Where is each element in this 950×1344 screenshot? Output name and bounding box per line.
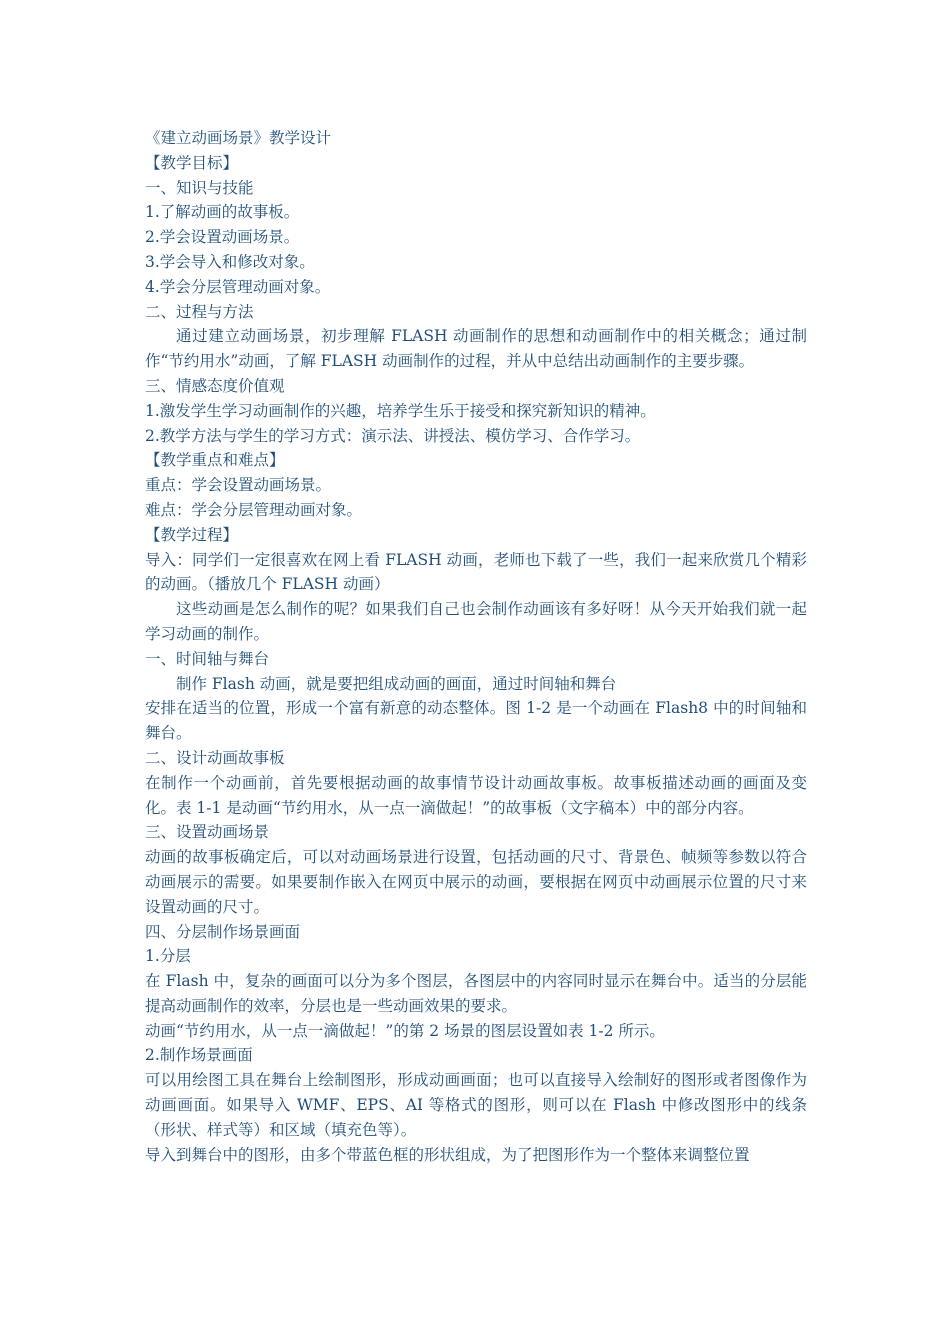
subheading-process-method: 二、过程与方法 [145,302,254,321]
list-item: 4.学会分层管理动画对象。 [145,277,331,296]
list-item: 2.教学方法与学生的学习方式：演示法、讲授法、模仿学习、合作学习。 [145,426,641,445]
document-title: 《建立动画场景》教学设计 [145,129,332,147]
list-item: 1.分层 [145,947,191,966]
paragraph: 这些动画是怎么制作的呢？如果我们自己也会制作动画该有多好呀！从今天开始我们就一起学习动画的制作。 [145,600,807,643]
subheading-layered-scene: 四、分层制作场景画面 [145,922,301,941]
paragraph: 导入到舞台中的图形，由多个带蓝色框的形状组成，为了把图形作为一个整体来调整位置 [145,1145,750,1164]
paragraph: 动画的故事板确定后，可以对动画场景进行设置，包括动画的尺寸、背景色、帧频等参数以符合动画展示的需要。如果要制作嵌入在网页中展示的动画，要根据在网页中动画展示位置的尺寸来设置动画的尺寸。 [145,848,807,916]
section-heading-objectives: 【教学目标】 [145,153,239,172]
subheading-knowledge-skills: 一、知识与技能 [145,178,254,197]
list-item: 1.激发学生学习动画制作的兴趣，培养学生乐于接受和探究新知识的精神。 [145,401,656,420]
subheading-storyboard: 二、设计动画故事板 [145,748,285,767]
paragraph-intro: 导入：同学们一定很喜欢在网上看 FLASH 动画，老师也下载了一些，我们一起来欣赏几个精彩的动画。（播放几个 FLASH 动画） [145,550,807,594]
paragraph: 制作 Flash 动画，就是要把组成动画的画面，通过时间轴和舞台 [176,674,617,693]
subheading-scene-setup: 三、设置动画场景 [145,823,270,842]
list-item: 2.制作场景画面 [145,1046,253,1065]
subheading-attitude-values: 三、情感态度价值观 [145,376,285,395]
difficult-point: 难点：学会分层管理动画对象。 [145,500,363,519]
subheading-timeline-stage: 一、时间轴与舞台 [145,649,270,668]
list-item: 3.学会导入和修改对象。 [145,252,315,271]
key-point: 重点：学会设置动画场景。 [145,476,332,495]
section-heading-key-points: 【教学重点和难点】 [145,451,285,470]
paragraph: 安排在适当的位置，形成一个富有新意的动态整体。图 1-2 是一个动画在 Flash8 中的时间轴和舞台。 [145,699,807,743]
section-heading-process: 【教学过程】 [145,525,239,544]
list-item: 1.了解动画的故事板。 [145,203,300,222]
list-item: 2.学会设置动画场景。 [145,228,300,247]
paragraph: 动画“节约用水，从一点一滴做起！”的第 2 场景的图层设置如表 1-2 所示。 [145,1021,665,1040]
document-body [145,126,807,1167]
paragraph-process-method: 通过建立动画场景，初步理解 FLASH 动画制作的思想和动画制作中的相关概念；通过制作“节约用水”动画，了解 FLASH 动画制作的过程，并从中总结出动画制作的主要步骤。 [145,327,807,371]
paragraph: 在制作一个动画前，首先要根据动画的故事情节设计动画故事板。故事板描述动画的画面及变化。表 1-1 是动画“节约用水，从一点一滴做起！”的故事板（文字稿本）中的部分内容。 [145,773,807,817]
paragraph: 在 Flash 中，复杂的画面可以分为多个图层，各图层中的内容同时显示在舞台中。适当的分层能提高动画制作的效率，分层也是一些动画效果的要求。 [145,972,807,1015]
paragraph: 可以用绘图工具在舞台上绘制图形，形成动画画面；也可以直接导入绘制好的图形或者图像作为动画画面。如果导入 WMF、EPS、AI 等格式的图形，则可以在 Flash 中修改图形中的线条（形状、样式等）和区域（填充色等）。 [145,1071,807,1139]
